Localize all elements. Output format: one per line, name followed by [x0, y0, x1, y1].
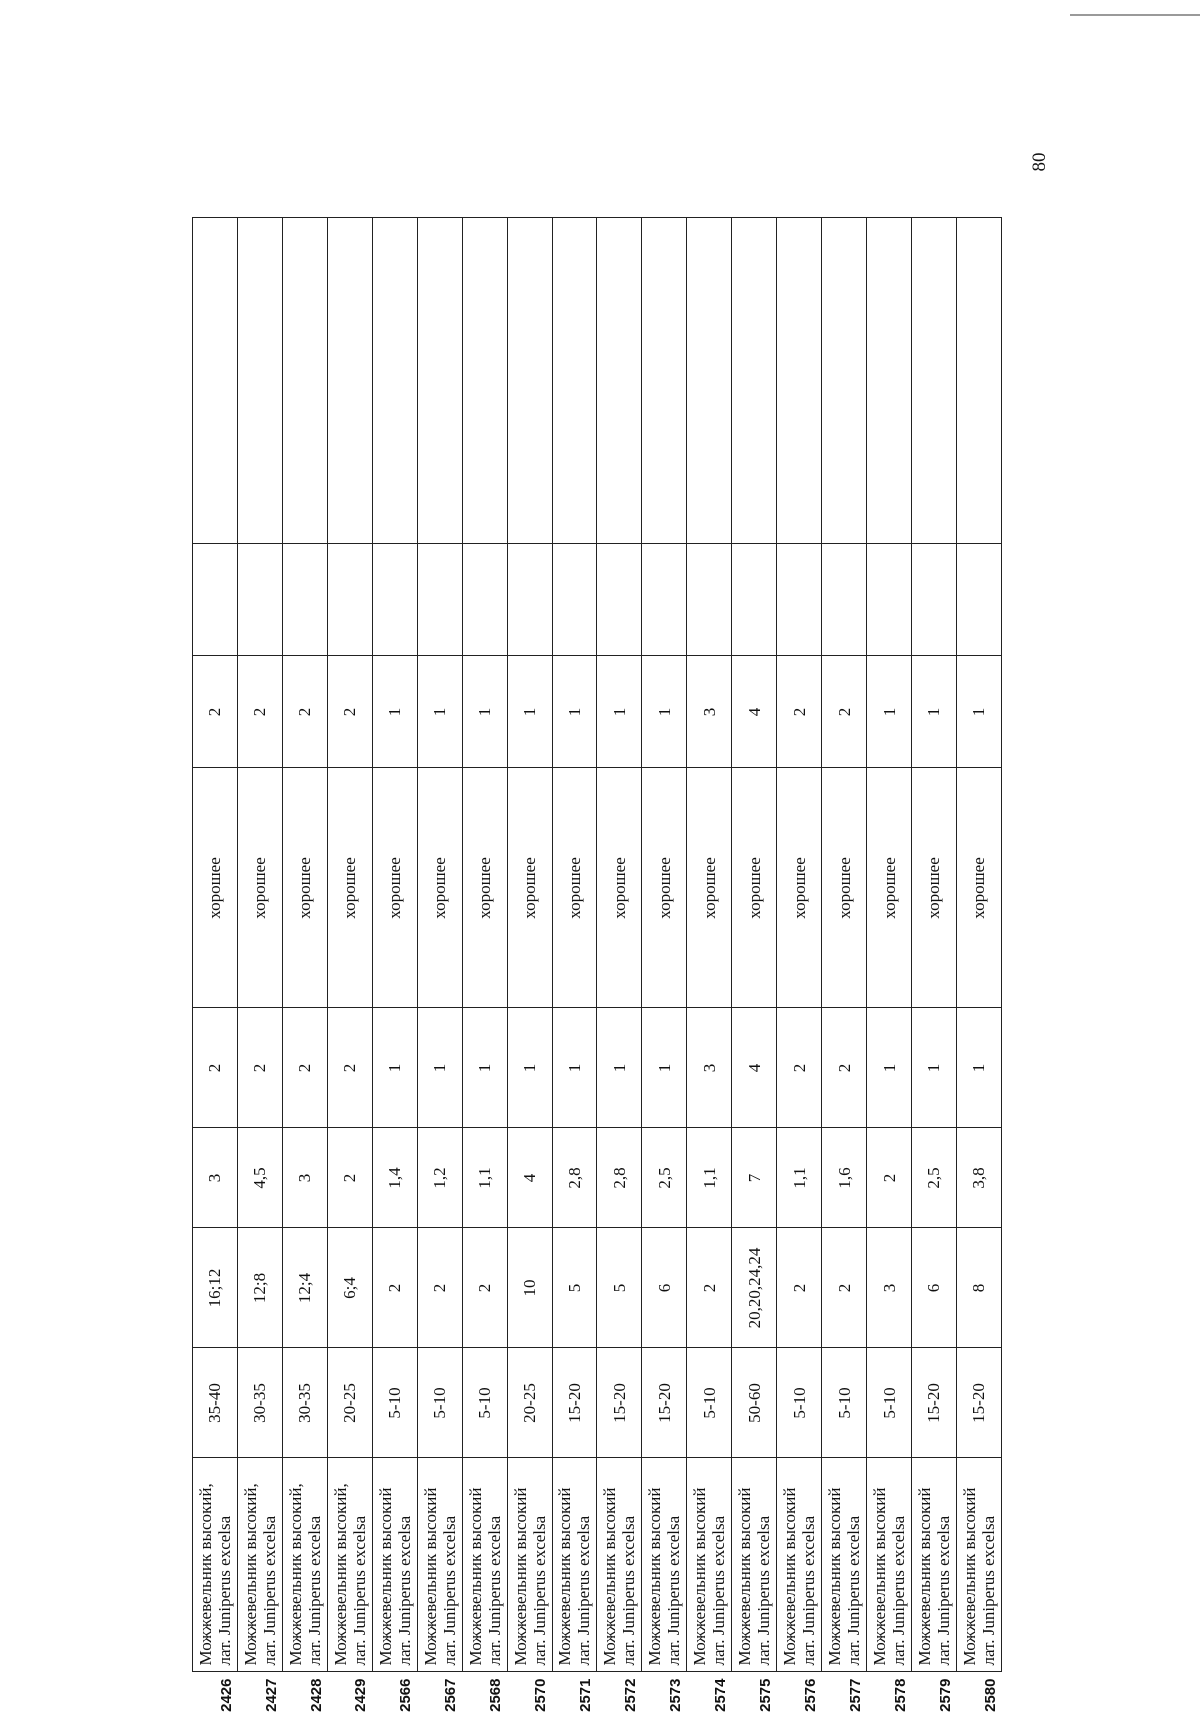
age-cell: 5-10 — [822, 1348, 867, 1458]
row-id: 2573 — [642, 1672, 687, 1718]
table-body — [193, 218, 1002, 1718]
notes-cell — [507, 218, 552, 544]
species-name: Можжевельник высокий — [780, 1465, 799, 1666]
species-name: Можжевельник высокий — [511, 1465, 530, 1666]
height-cell: 2,8 — [597, 1128, 642, 1228]
condition-cell: хорошее — [193, 768, 238, 1008]
table-row — [777, 218, 822, 1718]
table-row — [912, 218, 957, 1718]
age-cell: 15-20 — [597, 1348, 642, 1458]
species-cell — [462, 1458, 507, 1672]
age-cell: 20-25 — [327, 1348, 372, 1458]
empty-cell — [822, 544, 867, 656]
empty-cell — [732, 544, 777, 656]
page-number: 80 — [1020, 142, 1060, 182]
species-latin: лат. Juniperus excelsa — [350, 1465, 369, 1666]
trunks-cell: 2 — [822, 1008, 867, 1128]
trunks-cell: 1 — [912, 1008, 957, 1128]
count-cell: 2 — [822, 656, 867, 768]
diameter-cell: 5 — [597, 1228, 642, 1348]
condition-cell: хорошее — [777, 768, 822, 1008]
height-cell: 7 — [732, 1128, 777, 1228]
species-cell — [597, 1458, 642, 1672]
height-cell: 3,8 — [956, 1128, 1001, 1228]
empty-cell — [462, 544, 507, 656]
age-cell: 15-20 — [552, 1348, 597, 1458]
condition-cell: хорошее — [507, 768, 552, 1008]
height-cell: 2,5 — [912, 1128, 957, 1228]
row-id: 2577 — [822, 1672, 867, 1718]
species-name: Можжевельник высокий, — [286, 1465, 305, 1666]
condition-cell: хорошее — [237, 768, 282, 1008]
age-cell: 50-60 — [732, 1348, 777, 1458]
notes-cell — [372, 218, 417, 544]
row-id: 2576 — [777, 1672, 822, 1718]
notes-cell — [777, 218, 822, 544]
condition-cell: хорошее — [282, 768, 327, 1008]
trunks-cell: 1 — [462, 1008, 507, 1128]
trunks-cell: 1 — [867, 1008, 912, 1128]
notes-cell — [327, 218, 372, 544]
diameter-cell: 2 — [462, 1228, 507, 1348]
row-id: 2575 — [732, 1672, 777, 1718]
species-name: Можжевельник высокий — [600, 1465, 619, 1666]
age-cell: 15-20 — [642, 1348, 687, 1458]
empty-cell — [912, 544, 957, 656]
table-row — [507, 218, 552, 1718]
table-container — [192, 218, 1002, 1718]
row-id: 2571 — [552, 1672, 597, 1718]
age-cell: 15-20 — [912, 1348, 957, 1458]
species-cell — [372, 1458, 417, 1672]
height-cell: 3 — [282, 1128, 327, 1228]
species-name: Можжевельник высокий — [825, 1465, 844, 1666]
trunks-cell: 1 — [507, 1008, 552, 1128]
height-cell: 1,6 — [822, 1128, 867, 1228]
species-latin: лат. Juniperus excelsa — [215, 1465, 234, 1666]
notes-cell — [193, 218, 238, 544]
row-id: 2567 — [417, 1672, 462, 1718]
age-cell: 5-10 — [867, 1348, 912, 1458]
species-name: Можжевельник высокий — [960, 1465, 979, 1666]
empty-cell — [597, 544, 642, 656]
species-cell — [777, 1458, 822, 1672]
species-name: Можжевельник высокий — [421, 1465, 440, 1666]
species-cell — [417, 1458, 462, 1672]
table-row — [642, 218, 687, 1718]
count-cell: 2 — [327, 656, 372, 768]
row-id: 2426 — [193, 1672, 238, 1718]
row-id: 2579 — [912, 1672, 957, 1718]
table-row — [867, 218, 912, 1718]
species-latin: лат. Juniperus excelsa — [934, 1465, 953, 1666]
table-row — [193, 218, 238, 1718]
species-name: Можжевельник высокий, — [196, 1465, 215, 1666]
species-latin: лат. Juniperus excelsa — [844, 1465, 863, 1666]
table-row — [956, 218, 1001, 1718]
height-cell: 4 — [507, 1128, 552, 1228]
notes-cell — [867, 218, 912, 544]
notes-cell — [732, 218, 777, 544]
species-name: Можжевельник высокий, — [331, 1465, 350, 1666]
species-cell — [642, 1458, 687, 1672]
empty-cell — [507, 544, 552, 656]
row-id: 2427 — [237, 1672, 282, 1718]
diameter-cell: 2 — [372, 1228, 417, 1348]
condition-cell: хорошее — [552, 768, 597, 1008]
count-cell: 1 — [597, 656, 642, 768]
condition-cell: хорошее — [956, 768, 1001, 1008]
diameter-cell: 6;4 — [327, 1228, 372, 1348]
height-cell: 1,1 — [777, 1128, 822, 1228]
species-cell — [867, 1458, 912, 1672]
row-id: 2568 — [462, 1672, 507, 1718]
species-latin: лат. Juniperus excelsa — [664, 1465, 683, 1666]
diameter-cell: 6 — [642, 1228, 687, 1348]
table-row — [732, 218, 777, 1718]
trunks-cell: 2 — [327, 1008, 372, 1128]
species-latin: лат. Juniperus excelsa — [395, 1465, 414, 1666]
diameter-cell: 2 — [822, 1228, 867, 1348]
diameter-cell: 16;12 — [193, 1228, 238, 1348]
species-name: Можжевельник высокий — [870, 1465, 889, 1666]
species-cell — [822, 1458, 867, 1672]
row-id: 2566 — [372, 1672, 417, 1718]
condition-cell: хорошее — [822, 768, 867, 1008]
species-name: Можжевельник высокий, — [241, 1465, 260, 1666]
age-cell: 30-35 — [237, 1348, 282, 1458]
empty-cell — [372, 544, 417, 656]
species-cell — [552, 1458, 597, 1672]
species-latin: лат. Juniperus excelsa — [889, 1465, 908, 1666]
condition-cell: хорошее — [642, 768, 687, 1008]
age-cell: 5-10 — [417, 1348, 462, 1458]
notes-cell — [597, 218, 642, 544]
count-cell: 2 — [237, 656, 282, 768]
trunks-cell: 4 — [732, 1008, 777, 1128]
notes-cell — [552, 218, 597, 544]
condition-cell: хорошее — [327, 768, 372, 1008]
age-cell: 5-10 — [462, 1348, 507, 1458]
height-cell: 2 — [327, 1128, 372, 1228]
trunks-cell: 2 — [237, 1008, 282, 1128]
condition-cell: хорошее — [372, 768, 417, 1008]
species-cell — [687, 1458, 732, 1672]
row-id: 2428 — [282, 1672, 327, 1718]
table-row — [237, 218, 282, 1718]
species-latin: лат. Juniperus excelsa — [979, 1465, 998, 1666]
condition-cell: хорошее — [687, 768, 732, 1008]
diameter-cell: 12;8 — [237, 1228, 282, 1348]
species-cell — [912, 1458, 957, 1672]
count-cell: 2 — [193, 656, 238, 768]
trunks-cell: 2 — [193, 1008, 238, 1128]
age-cell: 30-35 — [282, 1348, 327, 1458]
notes-cell — [642, 218, 687, 544]
height-cell: 2 — [867, 1128, 912, 1228]
species-latin: лат. Juniperus excelsa — [440, 1465, 459, 1666]
species-name: Можжевельник высокий — [376, 1465, 395, 1666]
count-cell: 2 — [777, 656, 822, 768]
species-latin: лат. Juniperus excelsa — [260, 1465, 279, 1666]
notes-cell — [956, 218, 1001, 544]
species-latin: лат. Juniperus excelsa — [574, 1465, 593, 1666]
age-cell: 20-25 — [507, 1348, 552, 1458]
row-id: 2578 — [867, 1672, 912, 1718]
table-row — [687, 218, 732, 1718]
species-cell — [237, 1458, 282, 1672]
count-cell: 1 — [642, 656, 687, 768]
count-cell: 1 — [912, 656, 957, 768]
row-id: 2574 — [687, 1672, 732, 1718]
empty-cell — [552, 544, 597, 656]
height-cell: 1,4 — [372, 1128, 417, 1228]
species-cell — [956, 1458, 1001, 1672]
notes-cell — [912, 218, 957, 544]
table-row — [822, 218, 867, 1718]
trunks-cell: 1 — [372, 1008, 417, 1128]
species-latin: лат. Juniperus excelsa — [305, 1465, 324, 1666]
empty-cell — [777, 544, 822, 656]
species-latin: лат. Juniperus excelsa — [709, 1465, 728, 1666]
specimen-table — [192, 218, 1002, 1718]
condition-cell: хорошее — [417, 768, 462, 1008]
trunks-cell: 1 — [417, 1008, 462, 1128]
species-latin: лат. Juniperus excelsa — [530, 1465, 549, 1666]
diameter-cell: 10 — [507, 1228, 552, 1348]
count-cell: 1 — [372, 656, 417, 768]
species-cell — [327, 1458, 372, 1672]
trunks-cell: 2 — [282, 1008, 327, 1128]
trunks-cell: 1 — [552, 1008, 597, 1128]
count-cell: 2 — [282, 656, 327, 768]
empty-cell — [193, 544, 238, 656]
height-cell: 3 — [193, 1128, 238, 1228]
trunks-cell: 3 — [687, 1008, 732, 1128]
table-row — [372, 218, 417, 1718]
count-cell: 1 — [507, 656, 552, 768]
diameter-cell: 2 — [777, 1228, 822, 1348]
count-cell: 1 — [552, 656, 597, 768]
diameter-cell: 2 — [417, 1228, 462, 1348]
table-row — [327, 218, 372, 1718]
notes-cell — [237, 218, 282, 544]
condition-cell: хорошее — [912, 768, 957, 1008]
count-cell: 1 — [867, 656, 912, 768]
count-cell: 3 — [687, 656, 732, 768]
notes-cell — [417, 218, 462, 544]
empty-cell — [327, 544, 372, 656]
count-cell: 4 — [732, 656, 777, 768]
species-name: Можжевельник высокий — [735, 1465, 754, 1666]
row-id: 2572 — [597, 1672, 642, 1718]
height-cell: 1,2 — [417, 1128, 462, 1228]
row-id: 2429 — [327, 1672, 372, 1718]
empty-cell — [237, 544, 282, 656]
species-cell — [732, 1458, 777, 1672]
age-cell: 35-40 — [193, 1348, 238, 1458]
diameter-cell: 12;4 — [282, 1228, 327, 1348]
count-cell: 1 — [462, 656, 507, 768]
table-row — [417, 218, 462, 1718]
species-latin: лат. Juniperus excelsa — [754, 1465, 773, 1666]
age-cell: 5-10 — [372, 1348, 417, 1458]
table-row — [462, 218, 507, 1718]
table-row — [282, 218, 327, 1718]
species-latin: лат. Juniperus excelsa — [485, 1465, 504, 1666]
empty-cell — [642, 544, 687, 656]
page-top-rule — [1070, 14, 1200, 16]
count-cell: 1 — [956, 656, 1001, 768]
empty-cell — [282, 544, 327, 656]
species-cell — [507, 1458, 552, 1672]
trunks-cell: 1 — [597, 1008, 642, 1128]
table-row — [597, 218, 642, 1718]
trunks-cell: 1 — [956, 1008, 1001, 1128]
age-cell: 15-20 — [956, 1348, 1001, 1458]
empty-cell — [956, 544, 1001, 656]
height-cell: 2,5 — [642, 1128, 687, 1228]
species-latin: лат. Juniperus excelsa — [619, 1465, 638, 1666]
species-name: Можжевельник высокий — [645, 1465, 664, 1666]
trunks-cell: 2 — [777, 1008, 822, 1128]
species-cell — [193, 1458, 238, 1672]
empty-cell — [867, 544, 912, 656]
species-name: Можжевельник высокий — [555, 1465, 574, 1666]
notes-cell — [822, 218, 867, 544]
height-cell: 1,1 — [462, 1128, 507, 1228]
height-cell: 2,8 — [552, 1128, 597, 1228]
height-cell: 1,1 — [687, 1128, 732, 1228]
condition-cell: хорошее — [732, 768, 777, 1008]
species-name: Можжевельник высокий — [466, 1465, 485, 1666]
diameter-cell: 2 — [687, 1228, 732, 1348]
species-cell — [282, 1458, 327, 1672]
table-row — [552, 218, 597, 1718]
notes-cell — [687, 218, 732, 544]
diameter-cell: 20,20,24,24 — [732, 1228, 777, 1348]
empty-cell — [687, 544, 732, 656]
species-name: Можжевельник высокий — [915, 1465, 934, 1666]
condition-cell: хорошее — [867, 768, 912, 1008]
condition-cell: хорошее — [462, 768, 507, 1008]
empty-cell — [417, 544, 462, 656]
age-cell: 5-10 — [777, 1348, 822, 1458]
row-id: 2570 — [507, 1672, 552, 1718]
species-latin: лат. Juniperus excelsa — [799, 1465, 818, 1666]
diameter-cell: 3 — [867, 1228, 912, 1348]
diameter-cell: 6 — [912, 1228, 957, 1348]
height-cell: 4,5 — [237, 1128, 282, 1228]
row-id: 2580 — [956, 1672, 1001, 1718]
notes-cell — [462, 218, 507, 544]
diameter-cell: 8 — [956, 1228, 1001, 1348]
trunks-cell: 1 — [642, 1008, 687, 1128]
count-cell: 1 — [417, 656, 462, 768]
diameter-cell: 5 — [552, 1228, 597, 1348]
age-cell: 5-10 — [687, 1348, 732, 1458]
condition-cell: хорошее — [597, 768, 642, 1008]
species-name: Можжевельник высокий — [690, 1465, 709, 1666]
notes-cell — [282, 218, 327, 544]
